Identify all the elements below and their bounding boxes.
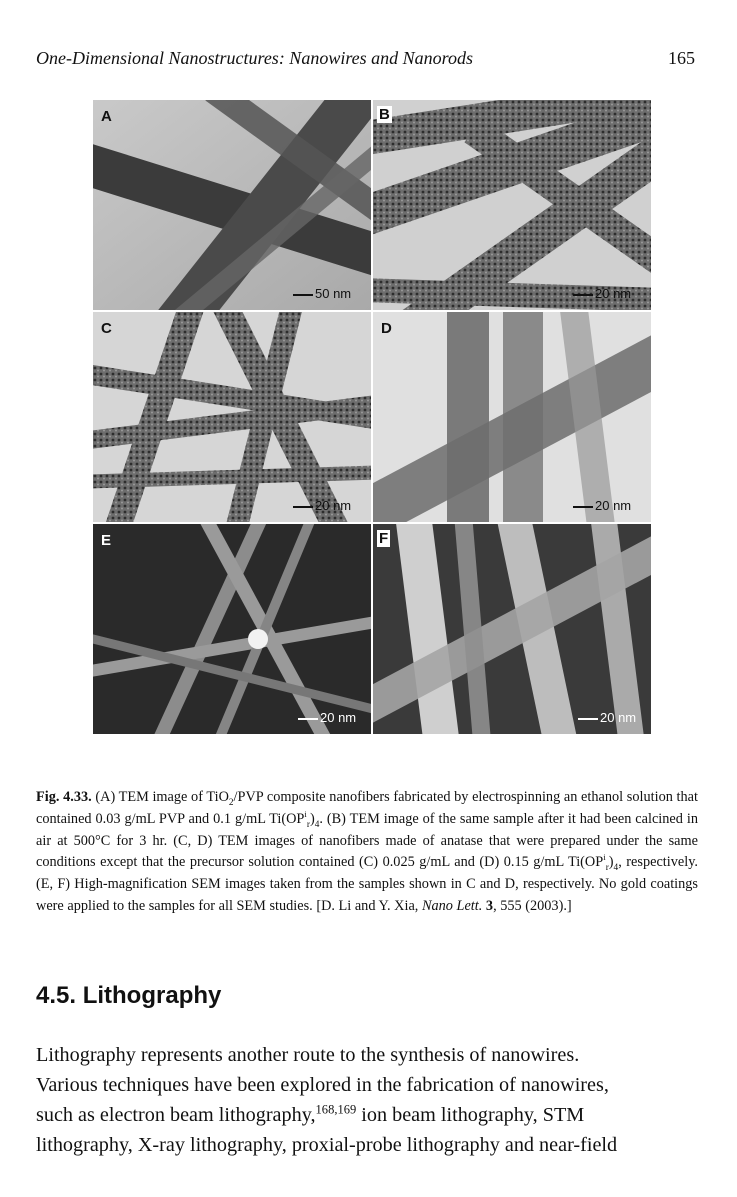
panel-f-label: F (379, 530, 389, 547)
panel-b-image (373, 100, 651, 310)
section-heading: 4.5. Lithography (36, 982, 222, 1009)
panel-f-scale-text: 20 nm (600, 710, 637, 725)
panel-b-scale-text: 20 nm (595, 286, 632, 301)
panel-a-image (93, 100, 371, 310)
panel-a-scale-bar (293, 286, 351, 301)
panel-a-label: A (101, 108, 112, 125)
body-line: lithography, X-ray lithography, proxial-probe lithography and near-field (36, 1134, 618, 1156)
figure-4-33 (93, 100, 651, 734)
body-line (36, 1100, 698, 1130)
caption-text: ) (608, 854, 614, 871)
panel-b-scale-bar (573, 286, 631, 301)
figure-caption (36, 787, 698, 918)
panel-e-scale-bar (298, 710, 356, 725)
caption-subscript: r (605, 863, 609, 874)
page-number: 165 (668, 48, 695, 68)
body-line: Various techniques have been explored in the fabrication of nanowires, (36, 1074, 609, 1096)
caption-text: , respectively. (E, F) High-magnification SEM images taken from the samples shown in C and D, respectively. No gold coatings were applied to the samples for all SEM studies. [D. Li and Y. Xia, (36, 854, 698, 914)
panel-c-scale-bar (293, 498, 351, 513)
body-text-run: ion beam lithography, STM (356, 1104, 585, 1126)
panel-d-label: D (381, 320, 392, 337)
panel-c-label: C (101, 320, 112, 337)
panel-f-scale-bar (578, 710, 636, 725)
caption-superscript: i (603, 852, 606, 863)
body-text-run: such as electron beam lithography, (36, 1104, 316, 1126)
body-line: Lithography represents another route to the synthesis of nanowires. (36, 1044, 580, 1066)
caption-subscript: 4 (613, 863, 619, 874)
panel-e-scale-text: 20 nm (320, 710, 357, 725)
caption-subscript: r (306, 819, 310, 830)
caption-text: /PVP composite nanofibers fabricated by electrospinning an ethanol solution that contained 0.03 g/mL PVP and 0.1 g/mL Ti(OP (36, 789, 698, 827)
panel-d-scale-text: 20 nm (595, 498, 632, 513)
panel-d-image (373, 312, 651, 522)
caption-text: . (B) TEM image of the same sample after it had been calcined in air at 500°C for 3 hr. (C, D) TEM images of nanofibers made of anatase that were prepared under the same conditions except that the precursor solution contained (C) 0.025 g/mL and (D) 0.15 g/mL Ti(OP (36, 810, 699, 871)
panel-c-image (93, 312, 371, 522)
panel-d-scale-bar (573, 498, 631, 513)
body-paragraph (36, 1040, 698, 1160)
caption-text: ) (309, 810, 315, 827)
panel-a-scale-text: 50 nm (315, 286, 352, 301)
panel-f-image (373, 524, 651, 734)
caption-superscript: i (304, 809, 307, 820)
citation-superscript: 168,169 (315, 1102, 357, 1117)
caption-text: (A) TEM image of TiO (95, 789, 229, 805)
caption-subscript: 2 (228, 797, 234, 808)
journal-volume: 3 (485, 897, 494, 914)
caption-text: , 555 (2003).] (493, 897, 572, 914)
caption-label: Fig. 4.33. (36, 789, 92, 805)
panel-b-label: B (379, 106, 390, 123)
journal-name: Nano Lett. (421, 897, 483, 914)
panel-e-label: E (101, 532, 112, 549)
panel-c-scale-text: 20 nm (315, 498, 352, 513)
panel-e-image (93, 524, 371, 734)
caption-subscript: 4 (314, 819, 320, 830)
running-title: One-Dimensional Nanostructures: Nanowires and Nanorods (36, 48, 474, 68)
